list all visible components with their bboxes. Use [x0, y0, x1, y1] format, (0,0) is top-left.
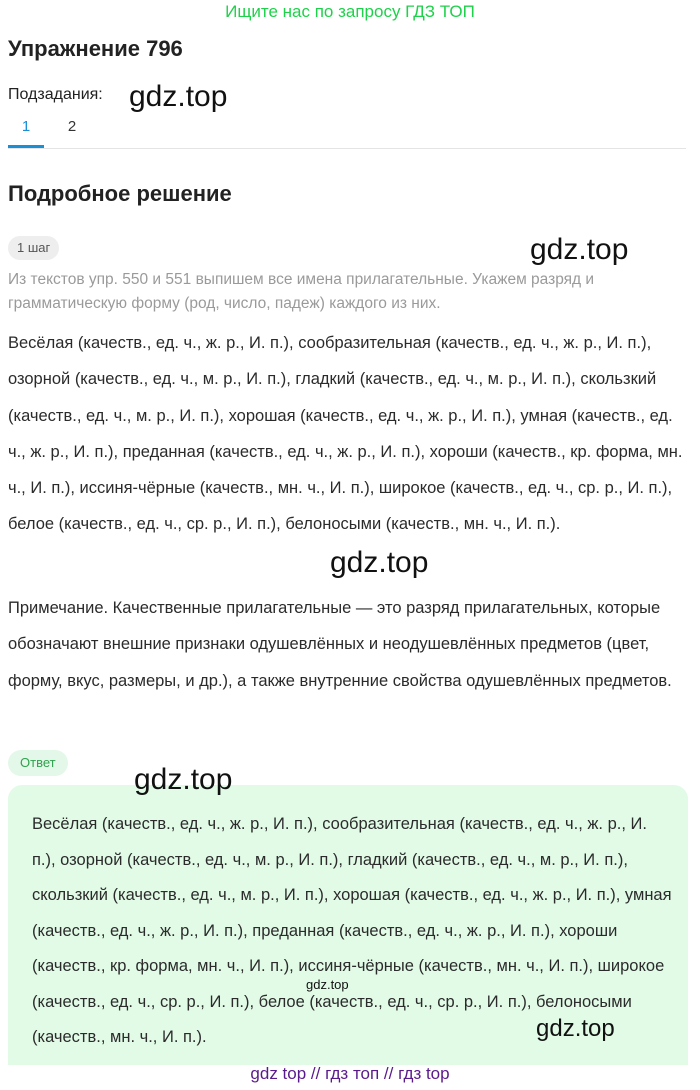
subtask-tab-1[interactable]: 1 [8, 112, 44, 148]
watermark: gdz.top [536, 1015, 615, 1042]
watermark: gdz.top [330, 546, 429, 579]
subtask-tab-2[interactable]: 2 [67, 118, 77, 135]
answer-badge: Ответ [8, 750, 68, 776]
step-badge: 1 шаг [8, 236, 59, 260]
solution-text: Весёлая (качеств., ед. ч., ж. р., И. п.), сообразительная (качеств., ед. ч., ж. р., И. п.), озорной (качеств., ед. ч., м. р., И. п.), гладкий (качеств., ед. ч., м. р., И. п.), скользкий (качеств., ед. ч., м. р., И. п.), хорошая (качеств., ед. ч., ж. р., И. п.), умная (качеств., ед. ч., ж. р., И. п.), преданная (качеств., ед. ч., ж. р., И. п.), хороши (качеств., кр. форма, мн. ч., И. п.), иссиня-чёрные (качеств., мн. ч., И. п.), широкое (качеств., ед. ч., ср. р., И. п.), белое (качеств., ед. ч., ср. р., И. п.), белоносыми (качеств., мн. ч., И. п.). [8, 334, 683, 534]
page-title: Упражнение 796 [8, 36, 183, 61]
watermark: gdz.top [129, 80, 228, 113]
note-text: Примечание. Качественные прилагательные — это разряд прилагательных, которые обозначают внешние признаки одушевлённых и неодушевлённых предметов (цвет, форму, вкус, размеры, и др.), а также внутренние свойства одушевлённых предметов. [8, 599, 672, 690]
top-banner: Ищите нас по запросу ГДЗ ТОП [225, 2, 475, 21]
step-intro: Из текстов упр. 550 и 551 выпишем все имена прилагательные. Укажем разряд и грамматическую форму (род, число, падеж) каждого из них. [8, 271, 595, 312]
footer-links[interactable]: gdz top // гдз топ // гдз top [250, 1064, 450, 1083]
section-title: Подробное решение [8, 181, 232, 206]
answer-text: Весёлая (качеств., ед. ч., ж. р., И. п.), сообразительная (качеств., ед. ч., ж. р., И. п.), озорной (качеств., ед. ч., м. р., И. п.), гладкий (качеств., ед. ч., м. р., И. п.), скользкий (качеств., ед. ч., м. р., И. п.), хорошая (качеств., ед. ч., ж. р., И. п.), умная (качеств., ед. ч., ж. р., И. п.), преданная (качеств., ед. ч., ж. р., И. п.), хороши (качеств., кр. форма, мн. ч., И. п.), иссиня-чёрные (качеств., мн. ч., И. п.), широкое (качеств., ед. ч., ср. р., И. п.), белое (качеств., ед. ч., ср. р., И. п.), белоносыми (качеств., мн. ч., И. п.). [32, 815, 672, 1046]
subtask-tabs [8, 112, 686, 149]
watermark: gdz.top [530, 233, 629, 266]
watermark: gdz.top [306, 977, 349, 992]
subtasks-label: Подзадания: [8, 86, 103, 103]
watermark: gdz.top [134, 763, 233, 796]
